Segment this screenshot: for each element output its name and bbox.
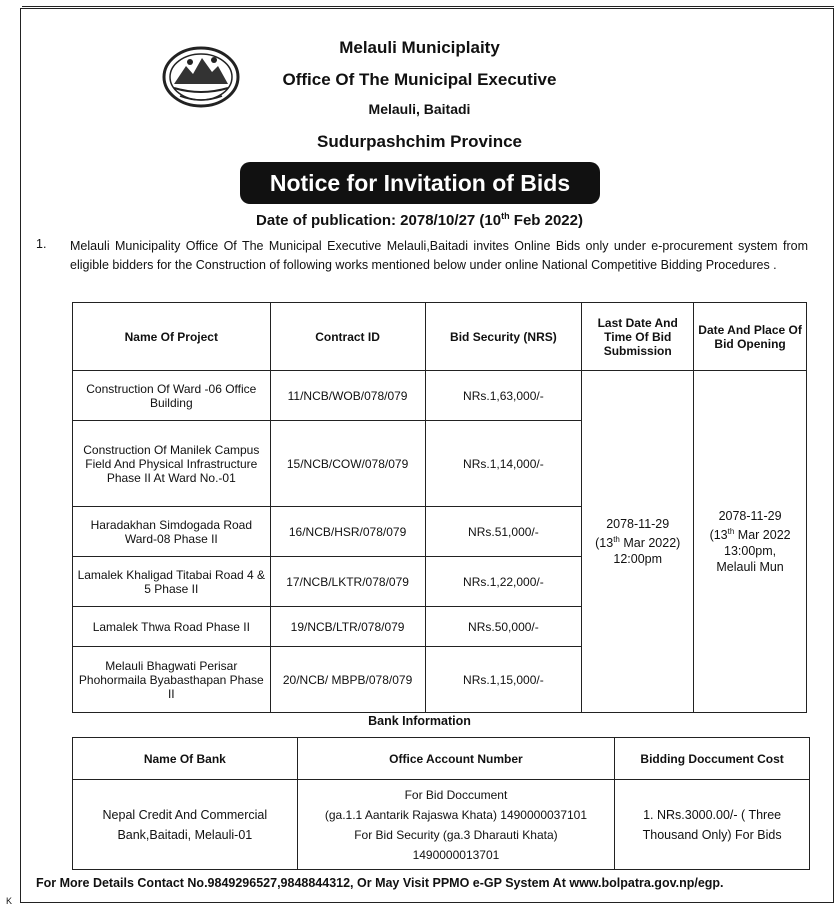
col-header-contract: Contract ID xyxy=(270,303,425,371)
bid-security: NRs.1,63,000/- xyxy=(425,371,582,421)
account-line: (ga.1.1 Aantarik Rajaswa Khata) 1490000037101 xyxy=(324,807,588,822)
col-header-cost: Bidding Doccument Cost xyxy=(615,738,810,780)
account-line: For Bid Doccument xyxy=(404,787,508,802)
notice-title: Notice for Invitation of Bids xyxy=(240,162,600,204)
bank-table xyxy=(72,737,810,870)
contact-footer: For More Details Contact No.9849296527,9848844312, Or May Visit PPMO e-GP System At www.bolpatra.gov.np/egp. xyxy=(36,876,724,890)
opening-time: 13:00pm, xyxy=(724,544,777,559)
col-header-opening: Date And Place Of Bid Opening xyxy=(694,303,807,371)
submission-date-ad-post: Mar 2022) xyxy=(619,536,681,551)
opening-details xyxy=(694,371,807,713)
project-name: Haradakhan Simdogada Road Ward-08 Phase II xyxy=(73,507,271,557)
office-name: Office Of The Municipal Executive xyxy=(282,70,557,89)
contract-id: 19/NCB/LTR/078/079 xyxy=(270,607,425,647)
corner-mark: K xyxy=(6,896,13,906)
account-line: 1490000013701 xyxy=(412,847,500,862)
office-location: Melauli, Baitadi xyxy=(368,101,471,117)
publication-date-label: Date of publication: 2078/10/27 (10 xyxy=(256,212,502,229)
publication-date-tail: Feb 2022) xyxy=(509,212,583,229)
submission-date-ad xyxy=(586,532,689,551)
col-header-account: Office Account Number xyxy=(297,738,615,780)
projects-table xyxy=(72,302,807,713)
submission-date: 2078-11-29 xyxy=(606,516,670,531)
bid-security: NRs.50,000/- xyxy=(425,607,582,647)
contract-id: 20/NCB/ MBPB/078/079 xyxy=(270,647,425,713)
project-name: Lamalek Thwa Road Phase II xyxy=(73,607,271,647)
publication-date-sup: th xyxy=(501,211,510,221)
col-header-project: Name Of Project xyxy=(73,303,271,371)
table-row xyxy=(73,371,807,421)
opening-place: Melauli Mun xyxy=(716,560,784,575)
bank-table-header xyxy=(73,738,810,780)
contract-id: 15/NCB/COW/078/079 xyxy=(270,421,425,507)
project-name: Construction Of Manilek Campus Field And Physical Infrastructure Phase II At Ward No.-01 xyxy=(73,421,271,507)
col-header-bank: Name Of Bank xyxy=(73,738,298,780)
project-name: Melauli Bhagwati Perisar Phohormaila Byabasthapan Phase II xyxy=(73,647,271,713)
opening-date: 2078-11-29 xyxy=(718,508,782,523)
submission-time: 12:00pm xyxy=(613,552,663,567)
bid-security: NRs.1,22,000/- xyxy=(425,557,582,607)
col-header-security: Bid Security (NRS) xyxy=(425,303,582,371)
submission-date-ad-sup: th xyxy=(613,534,620,544)
document-cost: 1. NRs.3000.00/- ( Three Thousand Only) For Bids xyxy=(615,780,810,870)
bid-security: NRs.51,000/- xyxy=(425,507,582,557)
province-name: Sudurpashchim Province xyxy=(317,132,522,151)
opening-date-ad-pre: (13 xyxy=(709,528,728,543)
project-name: Lamalek Khaligad Titabai Road 4 & 5 Phase II xyxy=(73,557,271,607)
table-row xyxy=(73,780,810,870)
col-header-submission: Last Date And Time Of Bid Submission xyxy=(582,303,694,371)
submission-date-ad-pre: (13 xyxy=(595,536,614,551)
submission-deadline xyxy=(582,371,694,713)
account-line: For Bid Security (ga.3 Dharauti Khata) xyxy=(354,827,558,842)
contract-id: 16/NCB/HSR/078/079 xyxy=(270,507,425,557)
bid-security: NRs.1,14,000/- xyxy=(425,421,582,507)
bank-info-title: Bank Information xyxy=(368,714,471,728)
bank-name: Nepal Credit And Commercial Bank,Baitadi, Melauli-01 xyxy=(73,780,298,870)
contract-id: 17/NCB/LKTR/078/079 xyxy=(270,557,425,607)
opening-date-ad-sup: th xyxy=(727,526,735,536)
opening-date-ad xyxy=(698,524,802,543)
contract-id: 11/NCB/WOB/078/079 xyxy=(270,371,425,421)
opening-date-ad-post: Mar 2022 xyxy=(734,528,791,543)
publication-date xyxy=(0,211,839,229)
municipality-name: Melauli Municiplaity xyxy=(339,38,500,57)
paragraph-number: 1. xyxy=(36,237,47,251)
projects-table-header xyxy=(73,303,807,371)
bid-security: NRs.1,15,000/- xyxy=(425,647,582,713)
project-name: Construction Of Ward -06 Office Building xyxy=(73,371,271,421)
top-rule xyxy=(22,6,834,7)
account-numbers xyxy=(297,780,615,870)
invitation-paragraph: Melauli Municipality Office Of The Municipal Executive Melauli,Baitadi invites Online Bids only under e-procurement system from eligible bidders for the Construction of following works mentioned below under online National Competitive Bidding Procedures . xyxy=(70,239,808,272)
